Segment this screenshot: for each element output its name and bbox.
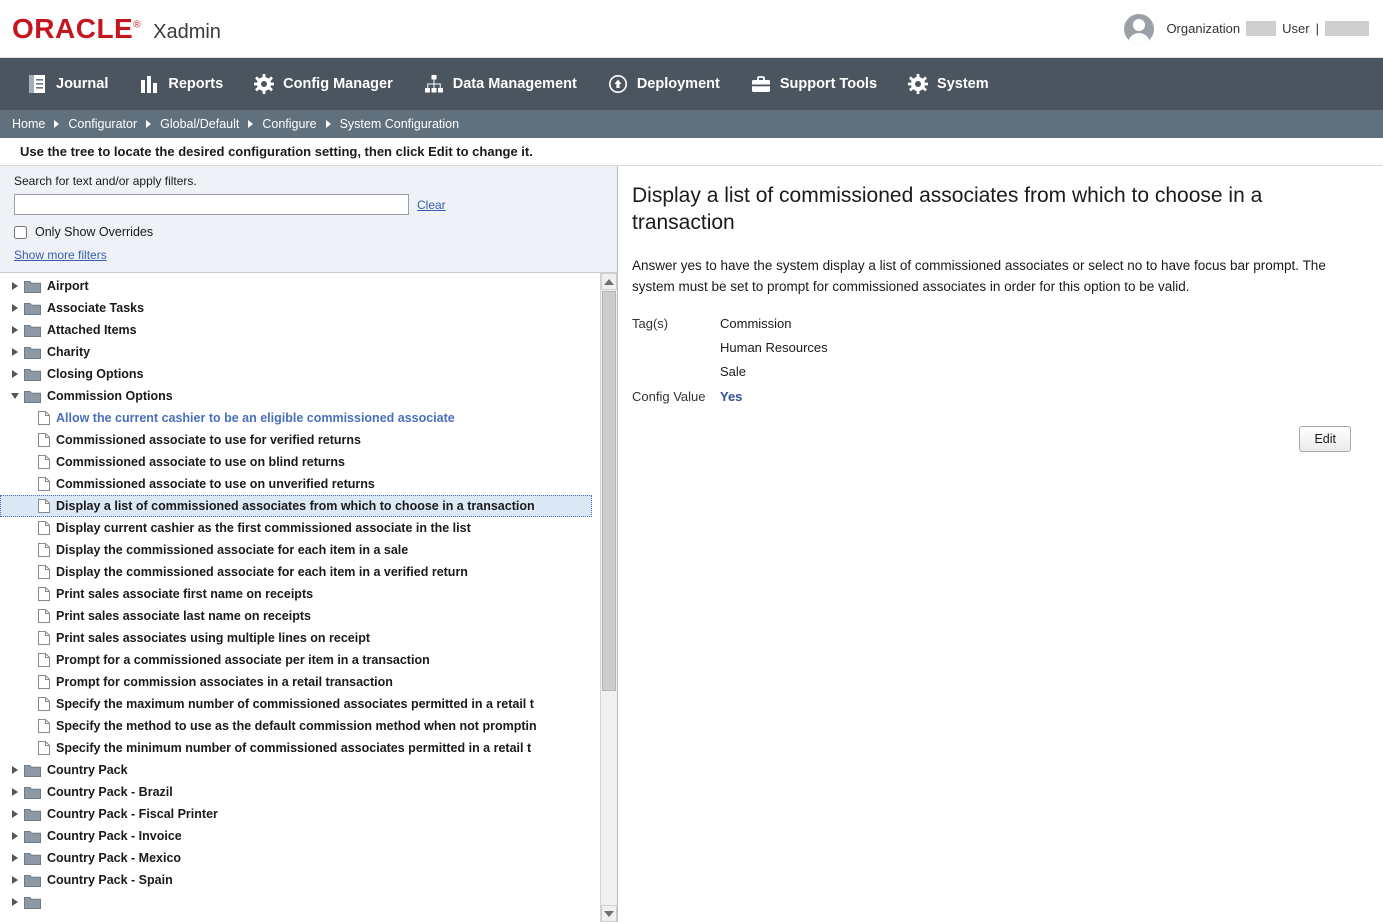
tree-node-group[interactable] bbox=[0, 363, 600, 385]
menu-item-label: Data Management bbox=[452, 76, 577, 92]
breadcrumb-item-system-configuration: System Configuration bbox=[339, 117, 460, 131]
user-area[interactable] bbox=[1124, 14, 1369, 44]
tags-row bbox=[632, 316, 1361, 379]
tree-node-label: Country Pack - Mexico bbox=[47, 851, 182, 865]
folder-icon bbox=[24, 851, 41, 865]
folder-icon bbox=[24, 345, 41, 359]
tag-item: Human Resources bbox=[720, 340, 828, 356]
chevron-right-icon[interactable] bbox=[8, 282, 22, 290]
tags-list bbox=[720, 316, 828, 379]
tree-node-label: Associate Tasks bbox=[47, 301, 145, 315]
app-header bbox=[0, 0, 1383, 58]
breadcrumb-item-home[interactable]: Home bbox=[12, 117, 46, 131]
only-show-overrides-checkbox[interactable] bbox=[14, 226, 27, 239]
tree-node-group[interactable] bbox=[0, 275, 600, 297]
tree-node-group[interactable] bbox=[0, 781, 600, 803]
tree-node-group[interactable] bbox=[0, 341, 600, 363]
tree-node-label: Country Pack - Invoice bbox=[47, 829, 182, 843]
only-show-overrides-label: Only Show Overrides bbox=[35, 225, 154, 239]
tree-node-label: Allow the current cashier to be an eligible commissioned associate bbox=[56, 411, 455, 425]
reports-icon bbox=[138, 73, 160, 95]
scroll-up-button[interactable] bbox=[601, 273, 617, 290]
page-title: Display a list of commissioned associates from which to choose in a transaction bbox=[632, 184, 1263, 235]
menu-item-deployment[interactable] bbox=[595, 65, 732, 103]
folder-icon bbox=[24, 367, 41, 381]
filter-label: Search for text and/or apply filters. bbox=[14, 174, 197, 188]
toolbox-icon bbox=[750, 73, 772, 95]
tree-node-label: Prompt for commission associates in a retail transaction bbox=[56, 675, 393, 689]
brand bbox=[12, 13, 221, 45]
file-icon bbox=[38, 719, 50, 733]
oracle-logo bbox=[12, 13, 141, 45]
tree-node-label: Specify the method to use as the default commission method when not promptin bbox=[56, 719, 537, 733]
registered-mark: ® bbox=[133, 19, 142, 31]
tree-node-leaf[interactable] bbox=[0, 429, 600, 451]
tree-node-label: Print sales associates using multiple lines on receipt bbox=[56, 631, 370, 645]
tree-node-group[interactable] bbox=[0, 759, 600, 781]
file-icon bbox=[38, 741, 50, 755]
tags-label: Tag(s) bbox=[632, 316, 669, 332]
menu-item-support-tools[interactable] bbox=[738, 65, 889, 103]
tree-node-label: Country Pack - Fiscal Printer bbox=[47, 807, 218, 821]
tree-node-label: Commissioned associate to use on blind returns bbox=[56, 455, 345, 469]
file-icon bbox=[38, 455, 50, 469]
tree-node-label: Commissioned associate to use on unverified returns bbox=[56, 477, 375, 491]
journal-icon bbox=[26, 73, 48, 95]
chevron-right-icon[interactable] bbox=[8, 876, 22, 884]
config-value-row bbox=[632, 389, 1361, 404]
folder-open-icon bbox=[24, 389, 41, 403]
chevron-right-icon[interactable] bbox=[8, 326, 22, 334]
tree-node-leaf[interactable] bbox=[0, 737, 600, 759]
file-icon bbox=[38, 565, 50, 579]
tree-node-label: Display the commissioned associate for each item in a verified return bbox=[56, 565, 468, 579]
tree-node-group[interactable] bbox=[0, 319, 600, 341]
config-tree bbox=[0, 273, 600, 922]
main-content bbox=[0, 166, 1383, 922]
menu-item-label: System bbox=[937, 76, 989, 92]
scroll-down-button[interactable] bbox=[601, 905, 617, 922]
file-icon bbox=[38, 653, 50, 667]
tree-node-group[interactable] bbox=[0, 297, 600, 319]
hierarchy-icon bbox=[423, 73, 445, 95]
oracle-logo-text: ORACLE bbox=[12, 12, 134, 44]
search-input[interactable] bbox=[14, 194, 409, 215]
tree-node-leaf[interactable] bbox=[0, 583, 600, 605]
tree-node-label: Airport bbox=[47, 279, 89, 293]
tree-node-leaf[interactable] bbox=[0, 693, 600, 715]
tree-node-group-commission-options[interactable] bbox=[0, 385, 600, 407]
tree-node-label: Commission Options bbox=[47, 389, 173, 403]
tree-node-label: Print sales associate first name on receipts bbox=[56, 587, 314, 601]
tree-node-label: Specify the minimum number of commissioned associates permitted in a retail t bbox=[56, 741, 532, 755]
chevron-right-icon bbox=[54, 120, 59, 128]
app-name: Xadmin bbox=[153, 20, 221, 43]
user-value-mask bbox=[1325, 21, 1369, 36]
tag-item: Commission bbox=[720, 316, 792, 332]
folder-icon bbox=[24, 763, 41, 777]
tree-node-leaf[interactable] bbox=[0, 517, 600, 539]
folder-icon bbox=[24, 895, 41, 909]
chevron-right-icon bbox=[146, 120, 151, 128]
tree-node-label: Display a list of commissioned associates from which to choose in a transaction bbox=[56, 499, 535, 513]
tree-node-label: Closing Options bbox=[47, 367, 144, 381]
folder-icon bbox=[24, 873, 41, 887]
config-value-label: Config Value bbox=[632, 389, 706, 405]
breadcrumb-item-global-default[interactable]: Global/Default bbox=[160, 117, 240, 131]
folder-icon bbox=[24, 323, 41, 337]
menu-item-config-manager[interactable] bbox=[241, 65, 405, 103]
instruction-bar: Use the tree to locate the desired configuration setting, then click Edit to change it. bbox=[0, 138, 1383, 166]
tree-node-group[interactable] bbox=[0, 803, 600, 825]
menu-item-label: Config Manager bbox=[283, 76, 393, 92]
chevron-down-icon[interactable] bbox=[8, 393, 22, 399]
chevron-right-icon[interactable] bbox=[8, 788, 22, 796]
chevron-right-icon bbox=[248, 120, 253, 128]
folder-icon bbox=[24, 807, 41, 821]
folder-icon bbox=[24, 301, 41, 315]
tree-node-group[interactable] bbox=[0, 847, 600, 869]
tree-node-label: Specify the maximum number of commissioned associates permitted in a retail t bbox=[56, 697, 534, 711]
avatar bbox=[1124, 14, 1154, 44]
tree-node-leaf[interactable] bbox=[0, 715, 600, 737]
tree-node-label: Country Pack - Brazil bbox=[47, 785, 173, 799]
clear-link[interactable]: Clear bbox=[417, 197, 446, 212]
tree-node-leaf[interactable] bbox=[0, 649, 600, 671]
tree-node-leaf[interactable] bbox=[0, 627, 600, 649]
organization-value-mask bbox=[1246, 21, 1276, 36]
organization-label: Organization bbox=[1166, 21, 1241, 36]
tree-node-leaf[interactable] bbox=[0, 407, 600, 429]
tree-node-label: Country Pack - Spain bbox=[47, 873, 173, 887]
menu-item-label: Support Tools bbox=[779, 76, 878, 92]
filter-panel bbox=[0, 166, 617, 273]
tree-node-leaf[interactable] bbox=[0, 561, 600, 583]
scroll-thumb[interactable] bbox=[602, 291, 616, 691]
chevron-right-icon[interactable] bbox=[8, 854, 22, 862]
tree-node-leaf-selected[interactable] bbox=[0, 495, 592, 517]
tree-node-label: Display current cashier as the first commissioned associate in the list bbox=[56, 521, 471, 535]
chevron-right-icon[interactable] bbox=[8, 304, 22, 312]
tree-node-label: Print sales associate last name on receipts bbox=[56, 609, 311, 623]
breadcrumb bbox=[0, 110, 1383, 138]
menu-item-data-management[interactable] bbox=[411, 65, 589, 103]
system-gear-icon bbox=[907, 73, 929, 95]
folder-icon bbox=[24, 785, 41, 799]
tree-pane bbox=[0, 166, 618, 922]
user-separator: | bbox=[1315, 21, 1319, 36]
detail-pane bbox=[618, 166, 1383, 922]
config-tree-wrap bbox=[0, 273, 617, 922]
tag-item: Sale bbox=[720, 364, 747, 380]
chevron-right-icon[interactable] bbox=[8, 832, 22, 840]
tree-node-leaf[interactable] bbox=[0, 605, 600, 627]
detail-description: Answer yes to have the system display a list of commissioned associates or select no to have focus bar prompt. The system must be set to prompt for commissioned associates in order for this option to be valid. bbox=[632, 257, 1326, 295]
menu-item-journal[interactable] bbox=[14, 65, 120, 103]
gear-icon bbox=[253, 73, 275, 95]
menu-item-label: Deployment bbox=[636, 76, 720, 92]
tree-node-group-partial[interactable] bbox=[0, 891, 600, 913]
config-value: Yes bbox=[720, 389, 743, 405]
upload-cloud-icon bbox=[607, 73, 629, 95]
detail-actions bbox=[632, 426, 1361, 452]
tree-node-leaf[interactable] bbox=[0, 451, 600, 473]
tree-node-label: Prompt for a commissioned associate per item in a transaction bbox=[56, 653, 430, 667]
show-more-filters-link[interactable]: Show more filters bbox=[14, 248, 107, 262]
chevron-right-icon[interactable] bbox=[8, 766, 22, 774]
tree-node-group[interactable] bbox=[0, 869, 600, 891]
file-icon bbox=[38, 609, 50, 623]
tree-node-label: Charity bbox=[47, 345, 91, 359]
tree-node-label: Attached Items bbox=[47, 323, 137, 337]
menu-item-system[interactable] bbox=[895, 65, 1001, 103]
file-icon bbox=[38, 543, 50, 557]
breadcrumb-item-configurator[interactable]: Configurator bbox=[68, 117, 138, 131]
chevron-right-icon bbox=[326, 120, 331, 128]
breadcrumb-item-configure[interactable]: Configure bbox=[262, 117, 317, 131]
file-icon bbox=[38, 477, 50, 491]
chevron-right-icon[interactable] bbox=[8, 370, 22, 378]
file-icon bbox=[38, 675, 50, 689]
tree-node-label: Display the commissioned associate for each item in a sale bbox=[56, 543, 409, 557]
tree-node-label: Commissioned associate to use for verified returns bbox=[56, 433, 361, 447]
tree-node-leaf[interactable] bbox=[0, 473, 600, 495]
file-icon bbox=[38, 499, 50, 513]
tree-node-leaf[interactable] bbox=[0, 539, 600, 561]
filter-row bbox=[14, 194, 607, 215]
tree-node-leaf[interactable] bbox=[0, 671, 600, 693]
chevron-right-icon[interactable] bbox=[8, 810, 22, 818]
user-label: User bbox=[1282, 21, 1310, 36]
chevron-right-icon[interactable] bbox=[8, 898, 22, 906]
tree-node-label: Country Pack bbox=[47, 763, 128, 777]
tree-scrollbar[interactable] bbox=[600, 273, 617, 922]
main-menu bbox=[0, 58, 1383, 110]
file-icon bbox=[38, 587, 50, 601]
menu-item-reports[interactable] bbox=[126, 65, 235, 103]
chevron-right-icon[interactable] bbox=[8, 348, 22, 356]
file-icon bbox=[38, 411, 50, 425]
folder-icon bbox=[24, 279, 41, 293]
file-icon bbox=[38, 521, 50, 535]
menu-item-label: Journal bbox=[56, 76, 109, 92]
only-show-overrides-row[interactable] bbox=[14, 225, 607, 239]
file-icon bbox=[38, 697, 50, 711]
edit-button[interactable]: Edit bbox=[1299, 426, 1351, 452]
folder-icon bbox=[24, 829, 41, 843]
file-icon bbox=[38, 631, 50, 645]
file-icon bbox=[38, 433, 50, 447]
menu-item-label: Reports bbox=[168, 76, 224, 92]
tree-node-group[interactable] bbox=[0, 825, 600, 847]
